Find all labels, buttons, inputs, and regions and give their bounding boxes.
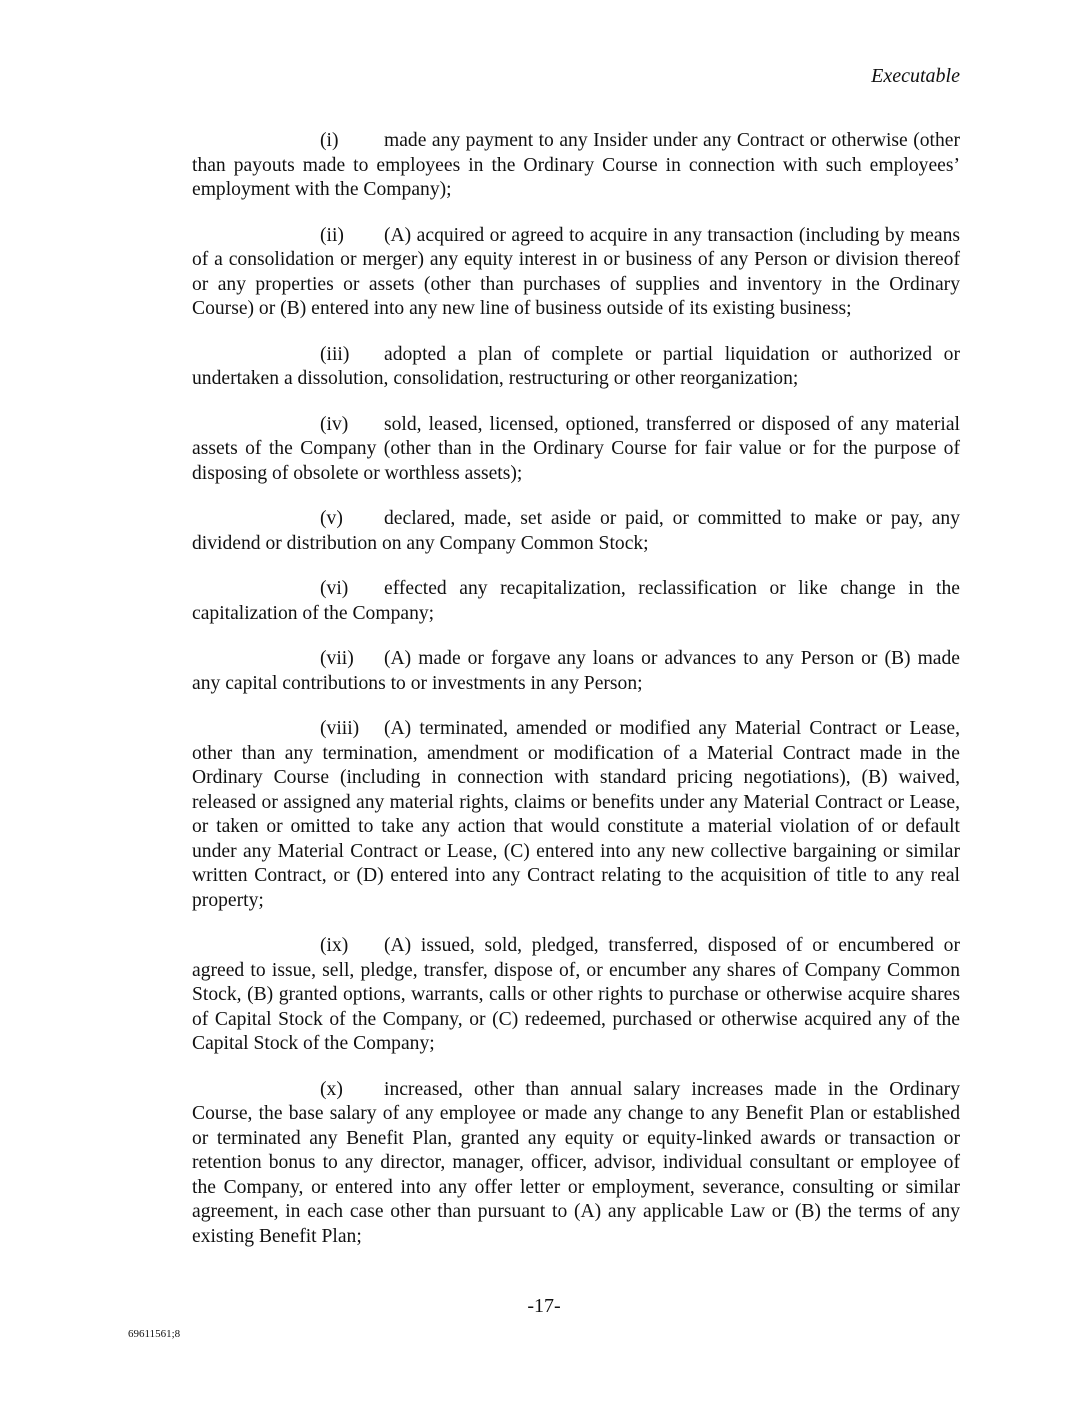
clause-text: increased, other than annual salary increases made in the Ordinary Course, the base salary of any employee or made any change to any Benefit Plan or established or terminated any Benefit Plan, granted any equity or equity-linked awards or transaction or retention bonus to any director, manager, officer, advisor, individual consultant or employee of the Company, or entered into any offer letter or employment, severance, consulting or similar agreement, in each case other than pursuant to (A) any applicable Law or (B) the terms of any existing Benefit Plan; — [192, 1078, 960, 1247]
clause-text: sold, leased, licensed, optioned, transferred or disposed of any material assets of the Company (other than in the Ordinary Course for fair value or for the purpose of disposing of obsolete or worthless assets); — [192, 413, 960, 484]
document-body — [192, 129, 960, 1270]
clause-v — [192, 507, 960, 556]
clause-text: declared, made, set aside or paid, or committed to make or pay, any dividend or distribution on any Company Common Stock; — [192, 508, 960, 554]
clause-text: effected any recapitalization, reclassification or like change in the capitalization of the Company; — [192, 578, 960, 624]
clause-ix — [192, 934, 960, 1057]
clause-x — [192, 1078, 960, 1250]
clause-number: (ii) — [320, 224, 344, 246]
clause-text: adopted a plan of complete or partial liquidation or authorized or undertaken a dissolution, consolidation, restructuring or other reorganization; — [192, 343, 960, 389]
clause-text: (A) terminated, amended or modified any Material Contract or Lease, other than any termination, amendment or modification of a Material Contract made in the Ordinary Course (including in connection with standard pricing negotiations), (B) waived, released or assigned any material rights, claims or benefits under any Material Contract or Lease, or taken or omitted to take any action that would constitute a material violation of or default under any Material Contract or Lease, (C) entered into any new collective bargaining or similar written Contract, or (D) entered into any Contract relating to the acquisition of title to any real property; — [192, 718, 960, 911]
clause-number: (x) — [320, 1078, 343, 1100]
clause-text: (A) made or forgave any loans or advances to any Person or (B) made any capital contributions to or investments in any Person; — [192, 648, 960, 694]
clause-text: made any payment to any Insider under any Contract or otherwise (other than payouts made to employees in the Ordinary Course in connection with such employees’ employment with the Company); — [192, 130, 960, 200]
page-number: -17- — [527, 1295, 561, 1317]
clause-text: (A) issued, sold, pledged, transferred, disposed of or encumbered or agreed to issue, sell, pledge, transfer, dispose of, or encumber any shares of Company Common Stock, (B) granted options, warrants, calls or other rights to purchase or otherwise acquire shares of Capital Stock of the Company, or (C) redeemed, purchased or otherwise acquired any of the Capital Stock of the Company; — [192, 935, 960, 1054]
clause-number: (i) — [320, 130, 339, 151]
document-id: 69611561;8 — [128, 1328, 181, 1340]
clause-iv — [192, 413, 960, 487]
clause-vii — [192, 647, 960, 696]
document-header-tag: Executable — [871, 65, 960, 87]
clause-iii — [192, 343, 960, 392]
clause-number: (vii) — [320, 648, 354, 669]
clause-text: (A) acquired or agreed to acquire in any transaction (including by means of a consolidation or merger) any equity interest in or business of any Person or division thereof or any properties or assets (other than purchases of supplies and inventory in the Ordinary Course) or (B) entered into any new line of business outside of its existing business; — [192, 224, 960, 319]
clause-ii — [192, 224, 960, 322]
clause-number: (ix) — [320, 935, 349, 956]
clause-number: (vi) — [320, 578, 349, 599]
clause-number: (v) — [320, 508, 343, 529]
clause-number: (iv) — [320, 413, 349, 435]
clause-vi — [192, 577, 960, 626]
clause-i — [192, 129, 960, 203]
clause-viii — [192, 717, 960, 913]
clause-number: (iii) — [320, 343, 350, 365]
clause-number: (viii) — [320, 718, 360, 739]
